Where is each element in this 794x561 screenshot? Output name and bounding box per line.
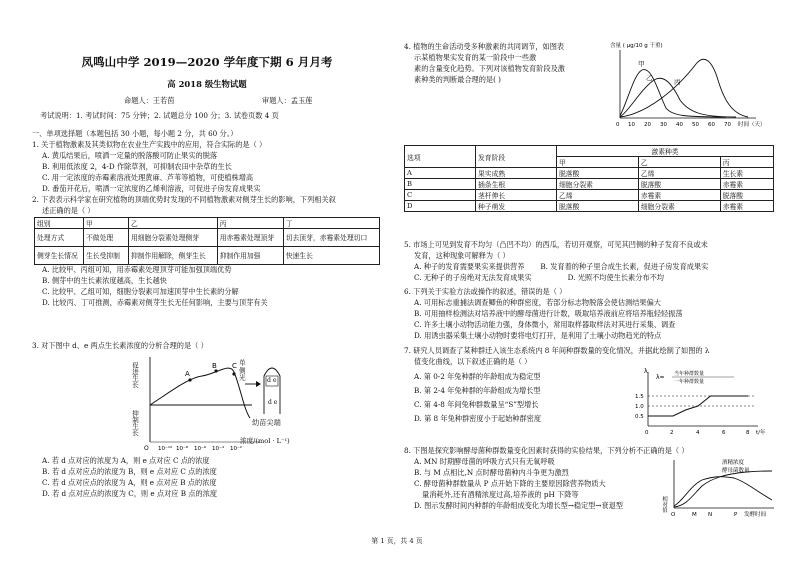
- q4-chart: [606, 40, 778, 132]
- q3-curve: [150, 368, 250, 418]
- q4-stem-line: 素种类的判断最合理的是( ): [414, 74, 501, 84]
- author-b: 审题人：孟玉莲: [262, 96, 313, 105]
- q3-xtick-2: 10⁻⁸: [176, 446, 189, 452]
- q4-cell: 插条生根: [476, 179, 557, 190]
- q7-xtick: 4: [696, 430, 700, 436]
- q1-stem: 1. 关于植物激素及其类似物在农业生产实践中的应用，符合实际的是（ ）: [32, 140, 267, 149]
- q7-stem-line2: 值变化曲线，以下叙述正确的是（ ）: [414, 356, 532, 366]
- q1-option-b: B. 利用低浓度 2，4-D 作除草剂，可抑制农田中杂草的生长: [42, 161, 232, 171]
- q2-table: [34, 217, 380, 265]
- q7-ytick: 0.5: [635, 414, 644, 420]
- page-title: 凤鸣山中学 2019—2020 学年度下期 6 月月考: [81, 55, 333, 69]
- q5-option-c: C. 无种子的子房绝对无法发育成果实: [414, 272, 532, 282]
- q4-label-bing: 丙: [674, 78, 681, 86]
- q7-stem-line1: 7. 研究人员调查了某种群迁入该生态系统内 8 年间种群数量的变化情况，并据此绘制了如图的 λ: [404, 346, 710, 355]
- q8-series-yeast: [674, 477, 772, 506]
- q2-cell: 抑制作用加强: [217, 246, 283, 264]
- q3-de-label: d e: [267, 377, 277, 384]
- q3-xtick-4: 10⁻⁴: [212, 446, 225, 452]
- q1-option-c: C. 用一定浓度的赤霉素溶液处理黄麻、芦苇等植物，可使植株增高: [42, 172, 254, 182]
- q4-cell: 细胞分裂素: [557, 179, 639, 190]
- q2-header-cell: 乙: [129, 217, 218, 228]
- q2-cell: 处理方式: [35, 228, 84, 246]
- q8-xtick: O: [671, 512, 676, 518]
- q4-cell: 赤霉素: [720, 201, 773, 212]
- q3-xlabel: 浓度/(mol · L⁻¹): [240, 437, 290, 445]
- q3-option-c: C. 若 d 点对应点的浓度为 A，则 e 点对应 B 点的浓度: [42, 477, 217, 487]
- q4-cell: 茎杆伸长: [476, 190, 557, 201]
- q2-cell: 侧芽生长情况: [35, 246, 84, 264]
- q8-option-c2: 量消耗外,还有酒精浓度过高,培养液的 pH 下降等: [422, 489, 579, 499]
- seedling-outline: [264, 368, 280, 414]
- q2-cell: 用赤霉素处理顶芽: [217, 228, 283, 246]
- q4-cell: 赤霉素: [720, 179, 773, 190]
- q4-label-yi: 乙: [646, 74, 653, 82]
- q2-cell: 抑制作用解除，侧芽生长: [129, 246, 218, 264]
- q8-xtick: P: [734, 512, 738, 518]
- q4-cell: C: [405, 190, 476, 201]
- q7-xtick: 2: [670, 430, 674, 436]
- q3-label-c: C: [232, 362, 237, 370]
- q7-formula-num: 当年种群数量: [674, 371, 705, 377]
- exam-note: 考试说明：1. 考试时间：75 分钟；2. 试题总分 100 分；3. 试卷页数 4 页: [40, 111, 279, 120]
- q3-label-a: A: [185, 370, 190, 378]
- q2-header-cell: 丙: [217, 217, 283, 228]
- q8-option-d: D. 图示发酵时间内种群的年龄组成变化为增长型→稳定型→衰退型: [414, 500, 623, 510]
- q7-option-c: C. 第 4-8 年间兔种群数量呈“S”型增长: [414, 399, 539, 409]
- q3-stem: 3. 对下图中 d、e 两点生长素浓度的分析合理的是（ ）: [32, 341, 208, 350]
- q7-ytick: 1.0: [635, 404, 644, 410]
- q3-xtick-1: 10⁻¹⁰: [158, 446, 173, 452]
- q6-option-b: B. 可用抽样检测法对培养液中的酵母菌进行计数，吸取培养液前应将培养瓶轻轻振荡: [414, 308, 683, 318]
- q2-cell: 快速生长: [283, 246, 379, 264]
- q4-xtick: 70: [724, 122, 731, 128]
- q6-stem: 6. 下列关于实验方法或操作的叙述，错误的是（ ）: [404, 287, 567, 296]
- q4-cell: 果实成熟: [476, 168, 557, 179]
- q4-xtick: 50: [692, 122, 699, 128]
- q6-option-a: A. 可用标志重捕法调查鲫鱼的种群密度，若部分标志物脱落会使估测结果偏大: [414, 297, 661, 307]
- q2-option-b: B. 侧芽中的生长素浓度越高，生长越快: [42, 275, 167, 285]
- q4-table: [404, 145, 774, 212]
- q8-stem: 8. 下图是探究影响酵母菌种群数量变化因素时获得的实验结果，下列分析不正确的是（ ）: [404, 446, 689, 455]
- q4-cell: 种子萌发: [476, 201, 557, 212]
- q2-cell: 不做处理: [84, 228, 129, 246]
- page-footer: 第 1 页，共 4 页: [371, 537, 423, 545]
- q4-stem-line: 素的含量变化趋势。下列对该植物发育阶段及激: [414, 63, 565, 73]
- q4-cell: 脱落酸: [557, 201, 639, 212]
- q4-cell: B: [405, 179, 476, 190]
- q5-stem-line2: 发育，这种现象可解释为（ ）: [414, 250, 510, 260]
- q4-xtick: 20: [644, 122, 651, 128]
- q7-xtick: 0: [645, 430, 649, 436]
- q6-option-d: D. 用诱虫器采集土壤小动物时要将电灯打开，是利用了土壤小动物趋光的特点: [414, 330, 662, 340]
- q4-cell: 脱落酸: [557, 168, 639, 179]
- q3-ylabel-bottom: 抑制生长: [131, 410, 139, 436]
- q4-cell: D: [405, 201, 476, 212]
- q4-cell: 脱落酸: [638, 179, 720, 190]
- q4-stem-line: 示某植物果实发育的某一阶段中一些激: [414, 52, 537, 62]
- q7-option-a: A. 第 0-2 年兔种群的年龄组成为稳定型: [414, 371, 541, 381]
- q5-option-b: B. 发育着的种子里合成生长素，促进子房发育成果实: [540, 261, 709, 271]
- q3-point-a: [188, 378, 191, 381]
- q2-cell: 切去顶芽，赤霉素处理切口: [283, 228, 379, 246]
- q4-cell: A: [405, 168, 476, 179]
- q7-xlabel: t/年: [756, 430, 766, 436]
- q2-option-a: A. 比较甲、丙组可知，用赤霉素处理顶芽可能加强顶端优势: [42, 264, 232, 274]
- q4-header-cell: 激素种类: [557, 146, 774, 157]
- q3-seedling-inset: [240, 358, 300, 418]
- q7-ylabel: λ: [644, 368, 648, 375]
- light-arrowhead: [256, 381, 261, 387]
- page-subtitle: 高 2018 级生物试题: [167, 79, 247, 89]
- q4-ylabel: 含量 ( μg/10 g 干重): [610, 43, 663, 49]
- q2-stem-line1: 2. 下表表示科学家在研究植物的顶端优势时发现的不同植物激素对侧芽生长的影响，下列相关叙: [32, 195, 336, 204]
- q4-xtick: 40: [676, 122, 683, 128]
- q3-light-label: 单侧光: [239, 359, 246, 382]
- q2-header-cell: 甲: [84, 217, 129, 228]
- q3-option-d: D. 若 d 点对应点的浓度为 C，则 e 点对应 B 点的浓度: [42, 488, 218, 498]
- author-a: 命题人：王若茵: [124, 96, 175, 105]
- q2-stem-line2: 述正确的是（ ）: [42, 205, 95, 215]
- q7-xtick: 6: [722, 430, 726, 436]
- q8-chart: [662, 456, 778, 518]
- q7-chart: [634, 366, 774, 436]
- q8-ylabel: 相对值: [661, 496, 667, 513]
- q2-cell: 生长受抑制: [84, 246, 129, 264]
- q3-point-c: [232, 372, 235, 375]
- q4-cell: 生长素: [720, 168, 773, 179]
- q2-option-c: C. 比较甲、乙组可知，细胞分裂素可加速顶芽中生长素的分解: [42, 286, 239, 296]
- q3-option-a: A. 若 d 点对应的浓度为 A，则 e 点对应 C 点的浓度: [42, 456, 210, 465]
- q4-label-jia: 甲: [638, 60, 645, 68]
- q5-option-d: D. 光照不均使生长素分布不均: [567, 272, 664, 282]
- q4-cell: 乙烯: [557, 190, 639, 201]
- q4-header-cell: 选项: [405, 146, 476, 168]
- question-5: [404, 240, 774, 284]
- q8-legend-yeast: 酵母菌数量: [722, 468, 750, 474]
- q1-option-d: D. 番茄开花后，喷洒一定浓度的乙烯利溶液，可促进子房发育成果实: [42, 183, 261, 193]
- q8-option-c: C. 酵母菌种群数量从 P 点开始下降的主要原因除营养物质大: [414, 478, 606, 488]
- q4-subheader-cell: 乙: [638, 157, 720, 168]
- q8-xlabel: 发酵时间: [744, 512, 767, 518]
- q5-option-a: A. 种子的发育需要果实来提供营养: [414, 261, 525, 271]
- q4-cell: 乙烯: [638, 168, 720, 179]
- section-heading: 一、单项选择题（本题包括 30 小题，每小题 2 分，共 60 分。）: [32, 129, 238, 138]
- q7-xtick: 8: [746, 430, 750, 436]
- q8-option-b: B. 与 M 点相比,N 点时酵母菌种内斗争更为激烈: [414, 467, 569, 477]
- q8-option-a: A. MN 时期酵母菌的呼吸方式只有无氧呼吸: [414, 456, 555, 466]
- q3-xtick-5: 10⁻²: [230, 446, 243, 452]
- q4-stem-line: 4. 植物的生命活动受多种激素的共同调节，如图表: [404, 42, 565, 51]
- q2-option-d: D. 比较丙、丁可推测，赤霉素对侧芽生长无任何影响，主要与顶芽有关: [42, 297, 268, 307]
- q4-subheader-cell: 甲: [557, 157, 639, 168]
- q3-label-b: B: [212, 362, 217, 370]
- q4-xtick: 0: [616, 122, 620, 128]
- q8-xtick: N: [708, 512, 713, 518]
- q4-cell: 脱落酸: [720, 190, 773, 201]
- q3-xtick-3: 10⁻⁶: [194, 446, 207, 452]
- q3-ylabel-top: 促进生长: [131, 362, 139, 388]
- q3-option-b: B. 若 d 点对应点的浓度为 B，则 e 点对应 C 点的浓度: [42, 466, 217, 476]
- q7-formula-den: 一年种群数量: [674, 379, 705, 385]
- q4-series-jia: [620, 70, 726, 117]
- q4-cell: 赤霉素: [638, 190, 720, 201]
- q2-header-cell: 丁: [283, 217, 379, 228]
- q4-stem: [404, 42, 604, 86]
- q7-ytick: 1.5: [635, 394, 644, 400]
- q3-xtick-0: O: [144, 445, 149, 452]
- q8-xtick: M: [692, 512, 697, 518]
- q2-cell: 用细胞分裂素处理侧芽: [129, 228, 218, 246]
- q7-formula-lhs: λ=: [656, 374, 665, 381]
- q3-tip-label: 幼苗尖端: [252, 418, 281, 427]
- q4-xtick: 30: [660, 122, 667, 128]
- q6-option-c: C. 许多土壤小动物活动能力强，身体微小，常用取样器取样法对其进行采集、调查: [414, 319, 676, 329]
- q5-stem-line1: 5. 市场上可见到发育不均匀（凸凹不均）的西瓜，若切开观察，可见其凹侧的种子发育不良或未: [404, 240, 708, 249]
- q4-xlabel: 时间（天）: [738, 122, 766, 128]
- q1-option-a: A. 黄瓜结果后，喷洒一定量的脱落酸可防止果实的脱落: [42, 150, 218, 160]
- q4-header-cell: 发育阶段: [476, 146, 557, 168]
- q2-header-cell: 组别: [35, 217, 84, 228]
- q4-xtick: 10: [628, 122, 635, 128]
- q4-subheader-cell: 丙: [720, 157, 773, 168]
- q7-option-d: D. 第 8 年兔种群密度小于起始种群密度: [414, 413, 542, 423]
- question-3-options: [32, 456, 382, 500]
- q4-xtick: 60: [708, 122, 715, 128]
- question-6: [404, 287, 774, 342]
- q4-cell: 细胞分裂素: [638, 201, 720, 212]
- q3-de-label-2: d e: [268, 399, 278, 406]
- question-2: [32, 195, 382, 308]
- q8-legend-alcohol: 酒精浓度: [722, 460, 745, 466]
- question-1: [32, 140, 382, 195]
- q7-option-b: B. 第 2-4 年兔种群的年龄组成为增长型: [414, 385, 541, 395]
